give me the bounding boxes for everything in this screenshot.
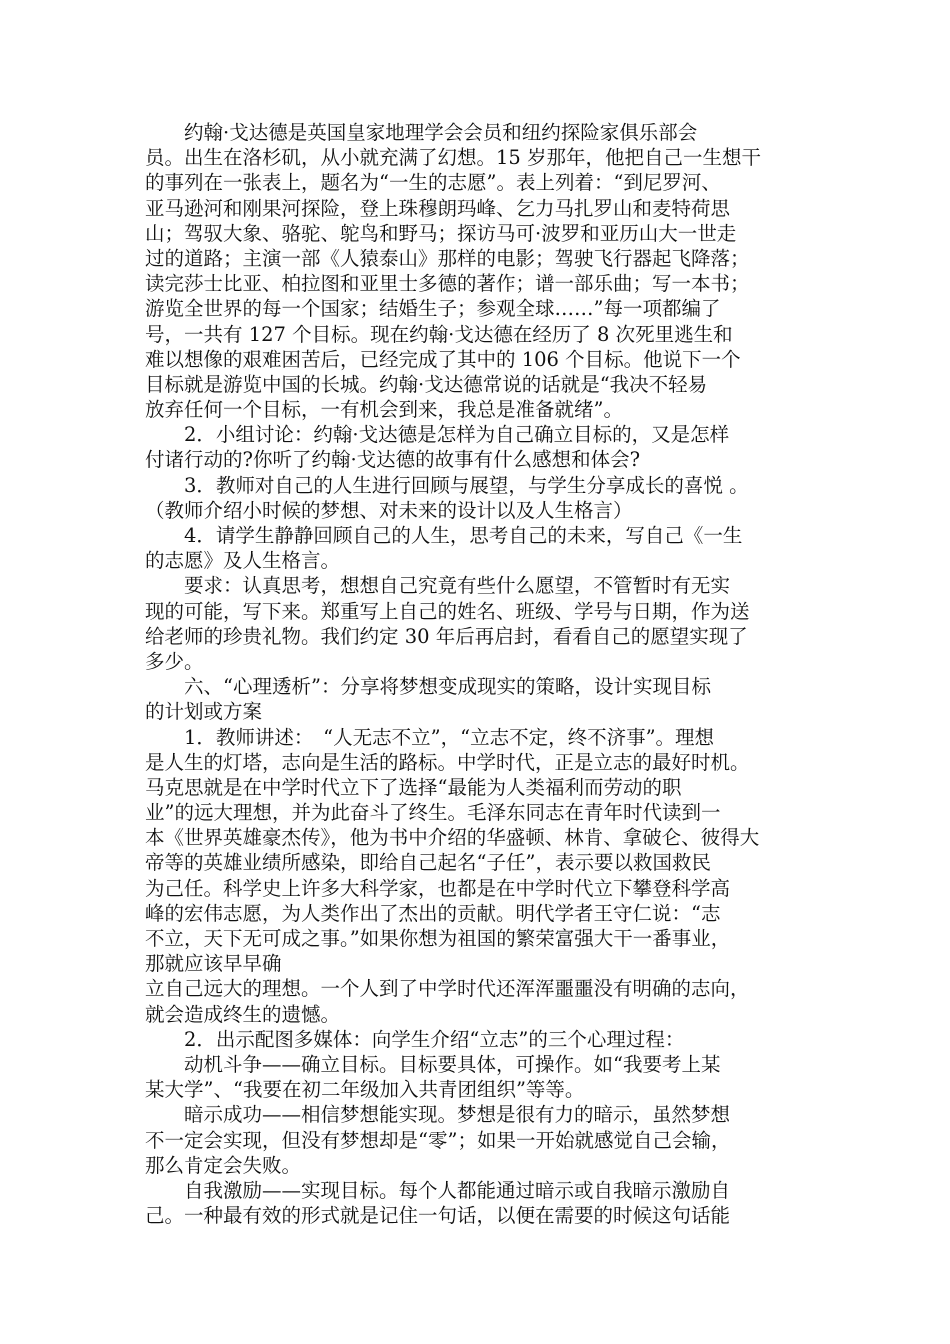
text-line: 那就应该早早确 xyxy=(145,952,282,976)
text-line: 目标就是游览中国的长城。约翰·戈达德常说的话就是“我决不轻易 xyxy=(145,372,708,396)
text-line: 某大学”、“我要在初二年级加入共青团组织”等等。 xyxy=(145,1078,585,1102)
text-line: 山；驾驭大象、骆驼、鸵鸟和野马；探访马可·波罗和亚历山大一世走 xyxy=(145,221,737,245)
text-line: 帝等的英雄业绩所感染，即给自己起名“子任”，表示要以救国救民 xyxy=(145,851,711,875)
text-line: 给老师的珍贵礼物。我们约定 30 年后再启封，看看自己的愿望实现了 xyxy=(145,624,748,648)
text-line: 己。一种最有效的形式就是记住一句话，以便在需要的时候这句话能 xyxy=(145,1204,731,1228)
text-line: 六、“心理透析”：分享将梦想变成现实的策略，设计实现目标 xyxy=(145,675,711,699)
text-line: 现的可能，写下来。郑重写上自己的姓名、班级、学号与日期，作为送 xyxy=(145,599,750,623)
text-line: 的计划或方案 xyxy=(145,700,263,724)
text-line: 不立，天下无可成之事。”如果你想为祖国的繁荣富强大干一番事业， xyxy=(145,927,731,950)
text-line: 亚马逊河和刚果河探险，登上珠穆朗玛峰、乞力马扎罗山和麦特荷思 xyxy=(145,196,731,220)
text-line: 过的道路；主演一部《人猿泰山》那样的电影；驾驶飞行器起飞降落； xyxy=(145,246,750,270)
text-line: 难以想像的艰难困苦后，已经完成了其中的 106 个目标。他说下一个 xyxy=(145,347,741,371)
text-line: 付诸行动的?你听了约翰·戈达德的故事有什么感想和体会? xyxy=(145,448,641,472)
text-line: 4．请学生静静回顾自己的人生，思考自己的未来，写自己《一生 xyxy=(145,524,743,547)
text-line: 的事列在一张表上，题名为“一生的志愿”。表上列着：“到尼罗河、 xyxy=(145,171,721,195)
text-line: （教师介绍小时候的梦想、对未来的设计以及人生格言） xyxy=(145,498,633,522)
text-line: 2．出示配图多媒体：向学生介绍“立志”的三个心理过程： xyxy=(145,1027,685,1051)
text-line: 3．教师对自己的人生进行回顾与展望，与学生分享成长的喜悦 。 xyxy=(145,473,749,497)
text-line: 那么肯定会失败。 xyxy=(145,1153,302,1177)
text-line: 号，一共有 127 个目标。现在约翰·戈达德在经历了 8 次死里逃生和 xyxy=(145,322,733,346)
text-line: 业”的远大理想，并为此奋斗了终生。毛泽东同志在青年时代读到一 xyxy=(145,801,721,825)
text-line: 2．小组讨论：约翰·戈达德是怎样为自己确立目标的，又是怎样 xyxy=(145,423,730,447)
text-line: 暗示成功——相信梦想能实现。梦想是很有力的暗示，虽然梦想 xyxy=(145,1103,731,1127)
text-line: 1．教师讲述： “人无志不立”，“立志不定，终不济事”。理想 xyxy=(145,725,715,749)
text-line: 为己任。科学史上许多大科学家，也都是在中学时代立下攀登科学高 xyxy=(145,876,731,900)
text-line: 约翰·戈达德是英国皇家地理学会会员和纽约探险家俱乐部会 xyxy=(145,121,698,144)
text-line: 的志愿》及人生格言。 xyxy=(145,549,341,573)
text-line: 峰的宏伟志愿，为人类作出了杰出的贡献。明代学者王守仁说：“志 xyxy=(145,901,721,925)
text-line: 游览全世界的每一个国家；结婚生子；参观全球……”每一项都编了 xyxy=(145,297,721,321)
text-line: 放弃任何一个目标，一有机会到来，我总是准备就绪”。 xyxy=(145,398,623,422)
text-line: 就会造成终生的遗憾。 xyxy=(145,1002,341,1026)
document-body xyxy=(145,120,805,1228)
text-line: 读完莎士比亚、柏拉图和亚里士多德的著作；谱一部乐曲；写一本书； xyxy=(145,272,750,296)
text-line: 不一定会实现，但没有梦想却是“零”；如果一开始就感觉自己会输， xyxy=(145,1128,731,1152)
text-line: 马克思就是在中学时代立下了选择“最能为人类福利而劳动的职 xyxy=(145,775,682,799)
text-line: 员。出生在洛杉矶，从小就充满了幻想。15 岁那年，他把自己一生想干 xyxy=(145,146,762,170)
text-line: 立自己远大的理想。一个人到了中学时代还浑浑噩噩没有明确的志向， xyxy=(145,977,750,1001)
text-line: 本《世界英雄豪杰传》，他为书中介绍的华盛顿、林肯、拿破仑、彼得大 xyxy=(145,826,760,850)
text-line: 自我激励——实现目标。每个人都能通过暗示或自我暗示激励自 xyxy=(145,1178,731,1202)
text-line: 是人生的灯塔，志向是生活的路标。中学时代，正是立志的最好时机。 xyxy=(145,750,750,774)
text-line: 要求：认真思考，想想自己究竟有些什么愿望，不管暂时有无实 xyxy=(145,574,731,598)
text-line: 多少。 xyxy=(145,649,204,673)
text-line: 动机斗争——确立目标。目标要具体，可操作。如“我要考上某 xyxy=(145,1052,721,1076)
